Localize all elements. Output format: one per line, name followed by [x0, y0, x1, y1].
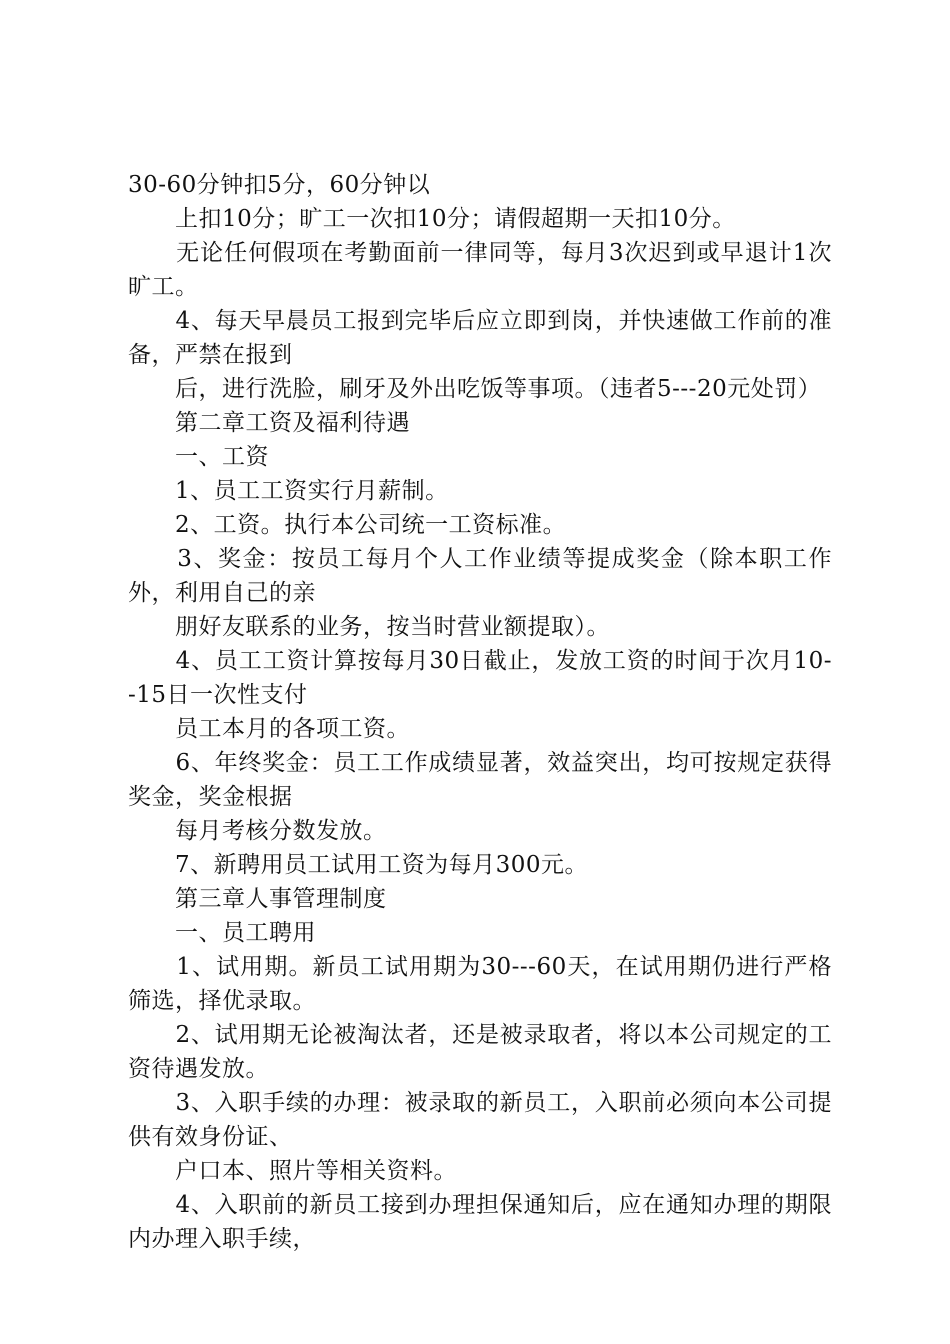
chapter-heading: 第二章工资及福利待遇 [128, 410, 410, 436]
paragraph: 1、员工工资实行月薪制。 [128, 478, 449, 504]
paragraph: 7、新聘用员工试用工资为每月300元。 [128, 852, 589, 878]
paragraph: 3、奖金：按员工每月个人工作业绩等提成奖金（除本职工作外，利用自己的亲 [128, 546, 832, 606]
paragraph: 4、入职前的新员工接到办理担保通知后，应在通知办理的期限内办理入职手续， [128, 1192, 832, 1252]
paragraph: 2、工资。执行本公司统一工资标准。 [128, 512, 567, 538]
paragraph: 户口本、照片等相关资料。 [128, 1158, 457, 1184]
paragraph: 1、试用期。新员工试用期为30---60天，在试用期仍进行严格筛选，择优录取。 [128, 954, 832, 1014]
paragraph: 后，进行洗脸，刷牙及外出吃饭等事项。（违者5---20元处罚） [128, 376, 822, 402]
document-body [128, 168, 832, 1256]
paragraph: 无论任何假项在考勤面前一律同等，每月3次迟到或早退计1次旷工。 [128, 240, 832, 300]
paragraph: 30-60分钟扣5分，60分钟以 [128, 172, 431, 198]
paragraph: 3、入职手续的办理：被录取的新员工，入职前必须向本公司提供有效身份证、 [128, 1090, 832, 1150]
paragraph: 2、试用期无论被淘汰者，还是被录取者，将以本公司规定的工资待遇发放。 [128, 1022, 832, 1082]
paragraph: 4、每天早晨员工报到完毕后应立即到岗，并快速做工作前的准备，严禁在报到 [128, 308, 832, 368]
paragraph: 4、员工工资计算按每月30日截止，发放工资的时间于次月10--15日一次性支付 [128, 648, 832, 708]
paragraph: 6、年终奖金：员工工作成绩显著，效益突出，均可按规定获得奖金，奖金根据 [128, 750, 832, 810]
paragraph: 上扣10分；旷工一次扣10分；请假超期一天扣10分。 [128, 206, 736, 232]
paragraph: 朋好友联系的业务，按当时营业额提取）。 [128, 614, 610, 640]
paragraph: 每月考核分数发放。 [128, 818, 387, 844]
paragraph: 员工本月的各项工资。 [128, 716, 410, 742]
section-heading: 一、员工聘用 [128, 920, 316, 946]
section-heading: 一、工资 [128, 444, 269, 470]
chapter-heading: 第三章人事管理制度 [128, 886, 387, 912]
